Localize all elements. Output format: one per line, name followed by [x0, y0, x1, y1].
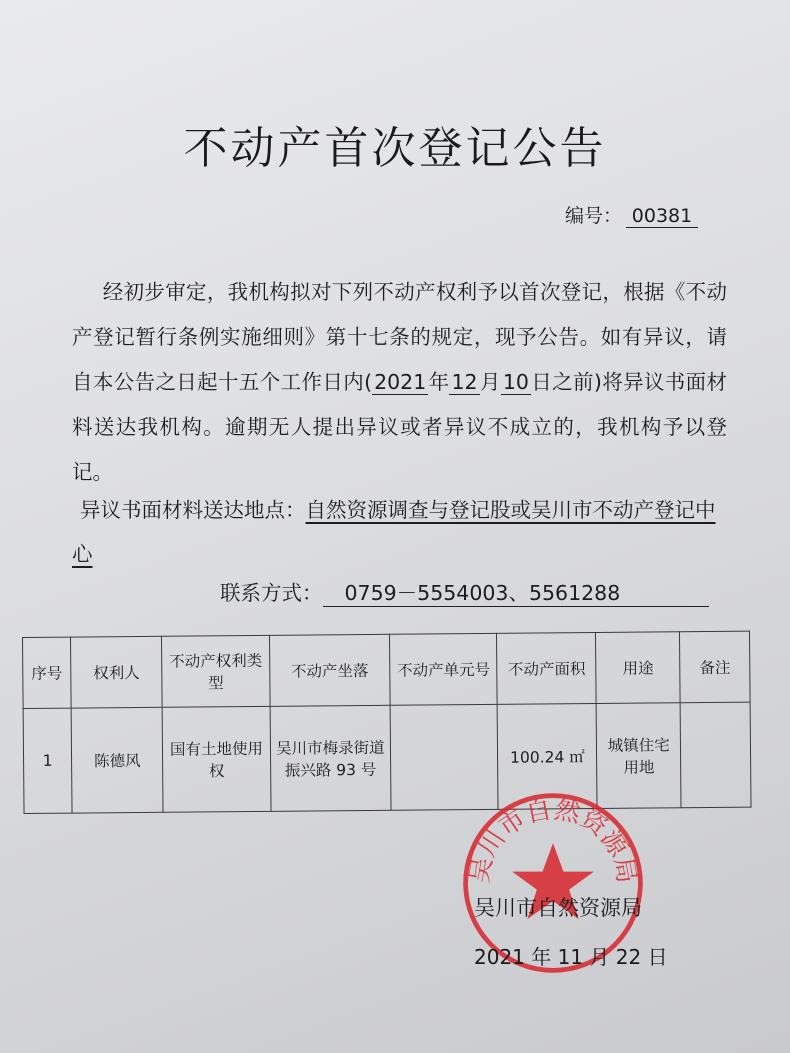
notice-body [72, 270, 727, 495]
table-header: 用途 [596, 632, 681, 704]
page-title: 不动产首次登记公告 [183, 123, 607, 174]
deadline-year: 2021 [374, 370, 427, 394]
objection-address [72, 488, 732, 576]
deadline-month-unit: 月 [479, 370, 501, 394]
body-part2: )将异议书面材料送达我机构。逾期无人提出异议或者异议不成立的，我机构予以登记。 [72, 370, 728, 484]
contact-value: 0759－5554003、5561288 [323, 576, 709, 607]
issuer-name: 吴川市自然资源局 [474, 896, 642, 920]
table-header: 不动产权利类型 [162, 635, 270, 707]
table-header: 不动产坐落 [269, 634, 390, 706]
table-header: 备注 [680, 631, 750, 703]
table-cell: 陈德风 [71, 707, 163, 813]
table-cell [680, 702, 751, 808]
table-cell: 城镇住宅用地 [596, 703, 681, 809]
deadline-day-suffix: 日之前 [530, 370, 594, 394]
address-value: 自然资源调查与登记股或吴川市不动产登记中心 [72, 498, 716, 566]
table-cell: 吴川市梅录街道振兴路 93 号 [270, 705, 391, 811]
deadline-year-unit: 年 [428, 370, 450, 394]
issue-date: 2021 年 11 月 22 日 [474, 945, 668, 969]
table-header: 权利人 [71, 636, 163, 708]
table-header: 不动产面积 [497, 632, 596, 704]
table-header: 不动产单元号 [390, 633, 498, 705]
contact-info [220, 576, 709, 607]
deadline-day: 10 [502, 370, 529, 394]
number-value: 00381 [626, 205, 698, 228]
table-cell: 国有土地使用权 [162, 706, 270, 812]
table-cell: 1 [23, 708, 72, 813]
contact-label: 联系方式： [220, 581, 323, 605]
body-part1: 经初步审定，我机构拟对下列不动产权利予以首次登记，根据《不动产登记暂行条例实施细则》第十七条的规定，现予公告。如有异议，请自本公告之日起十五个工作日内( [72, 280, 727, 394]
table-cell: 100.24 ㎡ [498, 703, 598, 809]
deadline-month: 12 [451, 370, 478, 394]
property-table [22, 631, 752, 814]
address-label: 异议书面材料送达地点： [80, 498, 306, 522]
table-header-row [23, 631, 751, 708]
table-header: 序号 [23, 637, 72, 708]
number-label: 编号： [565, 205, 623, 227]
notice-number [565, 201, 698, 228]
seal-text: 吴川市自然资源局 [464, 794, 642, 886]
